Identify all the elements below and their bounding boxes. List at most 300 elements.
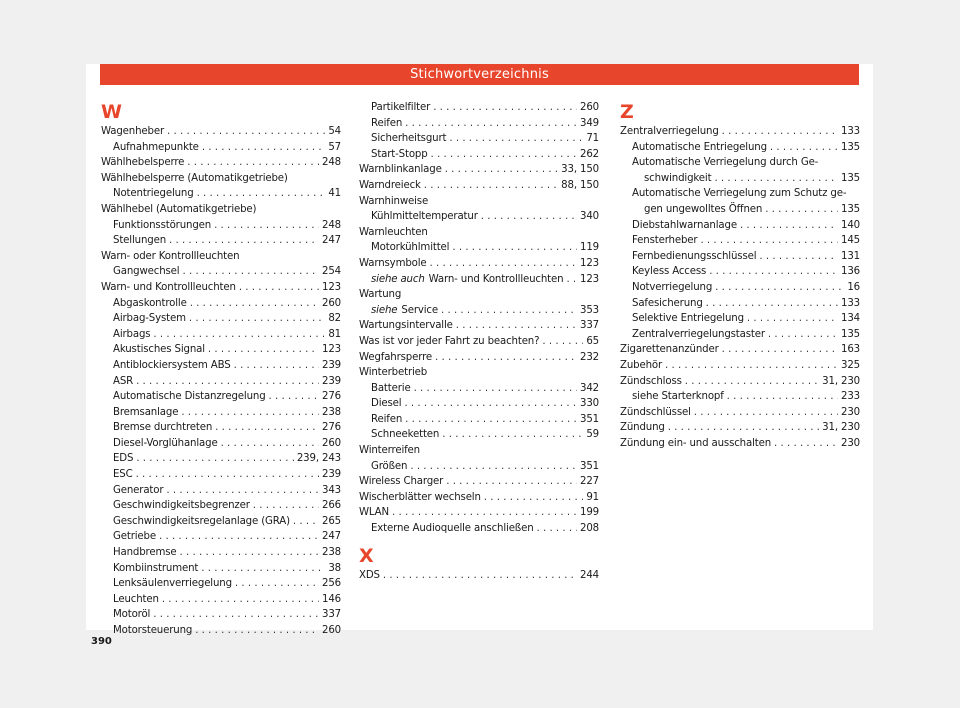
index-entry-term [371, 147, 428, 163]
dot-leader [414, 381, 577, 397]
index-entry [620, 280, 860, 296]
index-entry-term [371, 521, 534, 537]
index-entry [620, 140, 860, 156]
dot-leader [445, 162, 558, 178]
index-page-ref: 133 [841, 297, 860, 309]
dot-leader [253, 498, 319, 514]
index-entry-heading: Winterreifen [359, 445, 420, 457]
index-entry-term [359, 162, 442, 178]
dot-leader [709, 264, 838, 280]
dot-leader [182, 264, 319, 280]
index-entry-text: Notverriegelung [632, 281, 713, 293]
dot-leader [433, 100, 577, 116]
index-entry-term [113, 327, 150, 343]
index-entry-term [113, 576, 232, 592]
index-entry [101, 623, 341, 639]
index-page-ref: 256 [322, 578, 341, 590]
index-entry [101, 576, 341, 592]
index-entry [101, 218, 341, 234]
index-entry-term [632, 327, 765, 343]
index-page-ref: 247 [322, 235, 341, 247]
index-entry [620, 436, 860, 452]
dot-leader [685, 374, 819, 390]
index-entry [359, 162, 599, 178]
dot-leader [722, 342, 838, 358]
index-entry-term [359, 568, 380, 584]
dot-leader [722, 124, 838, 140]
index-entry-text: Batterie [371, 382, 411, 394]
index-page-ref: 163 [841, 344, 860, 356]
index-letter-heading: X [359, 544, 374, 567]
index-entry [359, 209, 599, 225]
index-entry [359, 100, 599, 116]
index-entry [101, 264, 341, 280]
index-entry [620, 296, 860, 312]
index-entry-text: Antiblockiersystem ABS [113, 359, 231, 371]
index-page-ref: 351 [580, 413, 599, 425]
index-entry [101, 280, 341, 296]
index-entry-term [113, 140, 199, 156]
index-entry-text: Gangwechsel [113, 266, 180, 278]
index-entry [101, 124, 341, 140]
index-entry [101, 545, 341, 561]
index-entry-text: Automatische Distanzregelung [113, 391, 266, 403]
index-entry [101, 592, 341, 608]
index-page-ref: 135 [841, 328, 860, 340]
index-page-ref: 81 [328, 328, 341, 340]
index-page-ref: 248 [322, 157, 341, 169]
index-column-3 [620, 100, 860, 451]
index-page-ref: 325 [841, 359, 860, 371]
index-column-2 [359, 100, 599, 583]
index-page-ref: 131 [841, 250, 860, 262]
index-entry-term [113, 389, 266, 405]
index-entry-term [632, 311, 744, 327]
index-page-ref: 239 [322, 375, 341, 387]
index-entry-term [113, 342, 205, 358]
index-entry-term [113, 311, 186, 327]
index-entry [359, 412, 599, 428]
index-entry [620, 311, 860, 327]
index-entry-text: Zündung ein- und ausschalten [620, 437, 772, 449]
index-page-ref: 233 [841, 391, 860, 403]
dot-leader [136, 451, 294, 467]
index-entry [101, 529, 341, 545]
index-entry-text: siehe Starterknopf [632, 391, 724, 403]
dot-leader [727, 389, 838, 405]
index-entry-term [359, 256, 427, 272]
index-entry-text: Akustisches Signal [113, 344, 205, 356]
index-entry-text: Funktionsstörungen [113, 219, 212, 231]
index-entry [359, 474, 599, 490]
index-entry-term [113, 218, 211, 234]
index-entry [359, 178, 599, 194]
index-entry-heading: Wartung [359, 289, 402, 301]
index-page-ref: 140 [841, 219, 860, 231]
dot-leader [442, 427, 583, 443]
index-entry-text: Schneeketten [371, 429, 440, 441]
index-entry-text: ESC [113, 469, 133, 481]
index-entry-term [632, 218, 737, 234]
index-page-ref: 230 [841, 437, 860, 449]
index-entry-term [113, 436, 218, 452]
dot-leader [449, 131, 583, 147]
index-entry-text: WLAN [359, 507, 389, 519]
index-entry [359, 116, 599, 132]
index-page-ref: 247 [322, 531, 341, 543]
index-entry-term [113, 483, 163, 499]
index-entry-text: Warn- und Kontrollleuchten [101, 281, 236, 293]
index-column-1 [101, 100, 341, 639]
index-page-ref: 31, 230 [822, 375, 860, 387]
index-page-ref: 239 [322, 469, 341, 481]
index-entry [620, 264, 860, 280]
index-page-ref: 59 [586, 429, 599, 441]
index-entry-term [620, 124, 719, 140]
index-entry-text: Leuchten [113, 593, 159, 605]
index-entry-term [113, 358, 231, 374]
index-entry-text: Lenksäulenverriegelung [113, 578, 232, 590]
index-entry [620, 233, 860, 249]
index-entry-text: Diesel [371, 398, 402, 410]
dot-leader [202, 140, 326, 156]
index-entry [101, 451, 341, 467]
index-entry-text: ASR [113, 375, 134, 387]
index-page-ref: 238 [322, 406, 341, 418]
index-entry-term [113, 374, 133, 390]
index-entry-term [371, 381, 411, 397]
index-entry [359, 256, 599, 272]
index-entry-term [371, 100, 430, 116]
index-entry [101, 436, 341, 452]
index-entry-text: Wegfahrsperre [359, 351, 433, 363]
dot-leader [159, 529, 319, 545]
index-entry [101, 342, 341, 358]
index-entry-text: Airbag-System [113, 313, 186, 325]
index-entry [101, 155, 341, 171]
index-entry [620, 124, 860, 140]
dot-leader [456, 318, 577, 334]
index-entry [620, 327, 860, 343]
index-entry-term [620, 420, 665, 436]
dot-leader [481, 209, 577, 225]
dot-leader [235, 576, 319, 592]
dot-leader [668, 420, 819, 436]
dot-leader [747, 311, 838, 327]
dot-leader [452, 240, 577, 256]
dot-leader [201, 561, 325, 577]
index-page-ref: 54 [328, 126, 341, 137]
index-entry-text: Warnsymbole [359, 257, 427, 269]
index-entry [101, 514, 341, 530]
index-page-ref: 135 [841, 172, 860, 184]
index-entry-term [359, 474, 443, 490]
index-entry [101, 420, 341, 436]
index-entry-text: Größen [371, 460, 408, 472]
index-page-ref: 239, 243 [296, 453, 341, 465]
index-entry-term [359, 334, 539, 350]
index-entry-term [644, 202, 762, 218]
index-entry-term [632, 233, 697, 249]
index-entry [101, 483, 341, 499]
index-entry-term [113, 451, 133, 467]
index-entry-term [101, 280, 236, 296]
index-entry [359, 459, 599, 475]
index-entry [101, 296, 341, 312]
index-entry [359, 521, 599, 537]
dot-leader [700, 233, 838, 249]
index-entry-text: Bremse durchtreten [113, 422, 213, 434]
dot-leader [162, 592, 319, 608]
index-entry-term [113, 592, 159, 608]
index-entry-heading: Automatische Verriegelung durch Ge- [632, 157, 819, 169]
index-entry-text: Warn- und Kontrollleuchten [428, 273, 564, 285]
index-entry [359, 318, 599, 334]
dot-leader [714, 171, 838, 187]
index-entry-heading: Warnhinweise [359, 195, 429, 207]
index-entry [101, 561, 341, 577]
index-entry-term [359, 178, 421, 194]
dot-leader [136, 374, 319, 390]
index-page-ref: 123 [322, 281, 341, 293]
index-page-ref: 41 [328, 188, 341, 200]
dot-leader [214, 218, 319, 234]
index-entry-text: Zentralverriegelungstaster [632, 328, 765, 340]
index-page-ref: 123 [580, 273, 599, 285]
index-entry-term [371, 303, 438, 319]
index-page-ref: 31, 230 [822, 422, 860, 434]
index-entry-text: Notentriegelung [113, 188, 194, 200]
dot-leader [435, 350, 577, 366]
dot-leader [404, 396, 577, 412]
index-entry-text: Wireless Charger [359, 476, 444, 488]
index-page-ref: 146 [322, 593, 341, 605]
dot-leader [566, 272, 577, 288]
index-entry [620, 249, 860, 265]
index-entry-term [620, 358, 662, 374]
page-number: 390 [91, 636, 112, 647]
index-entry [101, 498, 341, 514]
index-entry-text: Aufnahmepunkte [113, 141, 199, 153]
index-entry-term [113, 405, 178, 421]
dot-leader [665, 358, 838, 374]
index-page-ref: 91 [586, 491, 599, 503]
index-entry-text: XDS [359, 569, 380, 581]
dot-leader [706, 296, 838, 312]
index-entry-term [371, 131, 446, 147]
index-page-ref: 260 [322, 625, 341, 636]
dot-leader [774, 436, 838, 452]
index-entry-text: Fernbedienungsschlüssel [632, 250, 757, 262]
index-see-reference: siehe auch [371, 273, 425, 285]
index-page-ref: 260 [322, 437, 341, 449]
dot-leader [234, 358, 319, 374]
index-page-ref: 208 [580, 523, 599, 535]
dot-leader [153, 607, 319, 623]
index-entry-term [371, 412, 402, 428]
dot-leader [405, 412, 577, 428]
index-entry-text: Automatische Entriegelung [632, 141, 767, 153]
index-page-ref: 330 [580, 398, 599, 410]
index-page-ref: 119 [580, 242, 599, 254]
index-entry [620, 218, 860, 234]
index-page-ref: 239 [322, 359, 341, 371]
index-entry [359, 381, 599, 397]
index-entry [620, 202, 860, 218]
index-entry [359, 490, 599, 506]
index-entry-text: Service [401, 304, 438, 316]
index-page-ref: 230 [841, 406, 860, 418]
index-entry-term [632, 264, 706, 280]
index-entry-text: Externe Audioquelle anschließen [371, 523, 534, 535]
index-page-ref: 38 [328, 562, 341, 574]
dot-leader [221, 436, 319, 452]
index-entry-heading: Wählhebelsperre (Automatikgetriebe) [101, 172, 288, 184]
dot-leader [197, 186, 326, 202]
index-entry-text: gen ungewolltes Öffnen [644, 203, 763, 215]
index-entry-term [113, 545, 177, 561]
dot-leader [293, 514, 319, 530]
dot-leader [424, 178, 558, 194]
index-entry-term [113, 264, 179, 280]
index-entry-text: Motorkühlmittel [371, 242, 450, 254]
index-entry-text: Start-Stopp [371, 148, 428, 160]
index-entry [101, 607, 341, 623]
index-entry-heading: Warn- oder Kontrollleuchten [101, 250, 240, 262]
index-entry-term [371, 396, 401, 412]
section-header: Stichwortverzeichnis [100, 64, 859, 85]
index-entry [101, 186, 341, 202]
index-page-ref: 276 [322, 391, 341, 403]
index-page-ref: 199 [580, 507, 599, 519]
index-entry [620, 358, 860, 374]
dot-leader [136, 467, 319, 483]
dot-leader [392, 505, 577, 521]
dot-leader [740, 218, 838, 234]
index-page-ref: 232 [580, 351, 599, 363]
index-entry-term [113, 529, 156, 545]
index-entry-term [359, 318, 453, 334]
index-entry-text: Zündschlüssel [620, 406, 691, 418]
index-letter-heading: Z [620, 101, 634, 123]
index-entry-text: Wagenheber [101, 126, 165, 137]
index-page-ref: 337 [322, 609, 341, 621]
index-page-ref: 65 [586, 335, 599, 347]
index-entry-heading: Warnleuchten [359, 226, 428, 238]
index-entry-heading: Wählhebel (Automatikgetriebe) [101, 203, 257, 215]
index-page-ref: 71 [586, 133, 599, 145]
index-page-ref: 349 [580, 117, 599, 129]
index-entry-text: Warnblinkanlage [359, 164, 442, 176]
index-page-ref: 88, 150 [561, 179, 599, 191]
index-entry [101, 467, 341, 483]
index-entry-text: Stellungen [113, 235, 166, 247]
index-entry [359, 334, 599, 350]
index-entry-text: Reifen [371, 117, 403, 129]
index-entry-text: Geschwindigkeitsbegrenzer [113, 500, 250, 512]
dot-leader [770, 140, 838, 156]
index-entry-term [371, 427, 439, 443]
index-entry-term [371, 116, 402, 132]
index-entry-term [113, 623, 192, 639]
index-entry-text: Warndreieck [359, 179, 421, 191]
index-entry [101, 389, 341, 405]
index-entry-term [101, 124, 164, 140]
dot-leader [431, 147, 577, 163]
dot-leader [187, 155, 319, 171]
index-entry [101, 405, 341, 421]
index-page-ref: 227 [580, 476, 599, 488]
index-entry-term [113, 561, 198, 577]
index-entry-term [113, 296, 187, 312]
index-page-ref: 260 [580, 102, 599, 113]
index-entry-text: schwindigkeit [644, 172, 712, 184]
index-entry-term [371, 240, 449, 256]
index-entry-term [620, 374, 682, 390]
index-entry-text: Handbremse [113, 547, 177, 559]
index-page-ref: 16 [847, 281, 860, 293]
dot-leader [180, 545, 319, 561]
dot-leader [153, 327, 325, 343]
index-entry [359, 427, 599, 443]
index-entry-text: Zündung [620, 422, 665, 434]
dot-leader [181, 405, 319, 421]
index-page-ref: 254 [322, 266, 341, 278]
dot-leader [208, 342, 319, 358]
dot-leader [446, 474, 577, 490]
index-entry [359, 131, 599, 147]
dot-leader [759, 249, 838, 265]
index-entry-text: EDS [113, 453, 134, 465]
index-entry-text: Zubehör [620, 359, 662, 371]
index-page-ref: 276 [322, 422, 341, 434]
index-entry-term [113, 514, 290, 530]
index-entry [359, 396, 599, 412]
dot-leader [215, 420, 319, 436]
dot-leader [405, 116, 577, 132]
index-page-ref: 33, 150 [561, 164, 599, 176]
index-entry [359, 303, 599, 319]
index-entry-term [101, 155, 184, 171]
index-entry [101, 233, 341, 249]
index-entry-term [371, 459, 407, 475]
index-entry-text: Zentralverriegelung [620, 126, 719, 137]
index-page-ref: 337 [580, 320, 599, 332]
index-entry-heading: Automatische Verriegelung zum Schutz ge- [632, 188, 847, 200]
index-page-ref: 135 [841, 141, 860, 153]
index-page-ref: 248 [322, 219, 341, 231]
index-page-ref: 134 [841, 313, 860, 325]
dot-leader [694, 405, 838, 421]
index-entry [620, 171, 860, 187]
index-entry [620, 420, 860, 436]
index-page-ref: 262 [580, 148, 599, 160]
index-entry [359, 147, 599, 163]
index-entry-term [632, 296, 703, 312]
index-entry-text: Abgaskontrolle [113, 297, 187, 309]
index-entry-term [371, 209, 478, 225]
index-entry-term [113, 420, 212, 436]
index-entry-text: Selektive Entriegelung [632, 313, 744, 325]
index-page-ref: 260 [322, 297, 341, 309]
index-page-ref: 266 [322, 500, 341, 512]
index-entry-text: Was ist vor jeder Fahrt zu beachten? [359, 335, 540, 347]
index-entry-text: Zündschloss [620, 375, 682, 387]
dot-leader [430, 256, 577, 272]
index-page-ref: 265 [322, 515, 341, 527]
dot-leader [383, 568, 577, 584]
index-page-ref: 342 [580, 382, 599, 394]
